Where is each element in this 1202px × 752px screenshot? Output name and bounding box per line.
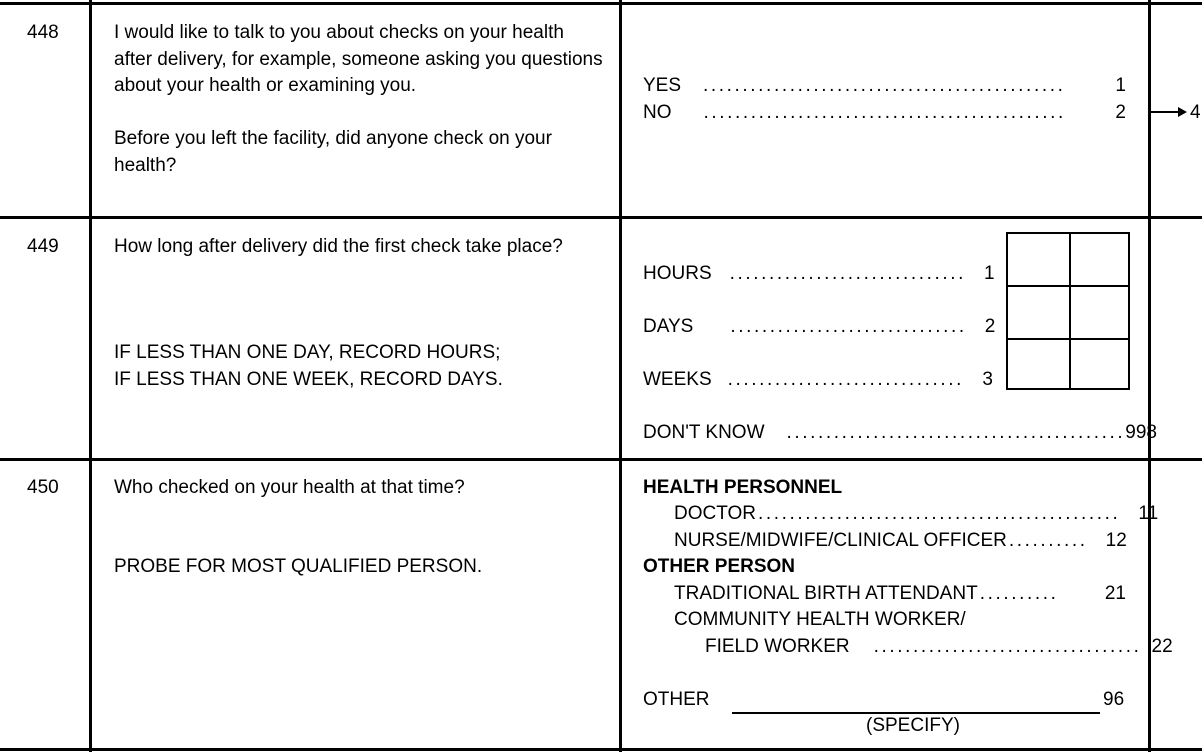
number-column-divider xyxy=(89,0,92,752)
answer-label: TRADITIONAL BIRTH ATTENDANT xyxy=(674,583,978,604)
leader-dots: .......... xyxy=(979,583,1059,604)
leader-dots: ........................................... xyxy=(786,422,1126,443)
question-number-449: 449 xyxy=(27,236,59,257)
answer-code: 998 xyxy=(1125,422,1157,443)
question-number-450: 450 xyxy=(27,477,59,498)
answer-label: NURSE/MIDWIFE/CLINICAL OFFICER xyxy=(674,530,1007,551)
question-number-448: 448 xyxy=(27,22,59,43)
grid-line xyxy=(1069,234,1071,388)
answer-days-row[interactable] xyxy=(643,316,996,338)
answer-other-code: 96 xyxy=(1103,689,1125,710)
answer-label: WEEKS xyxy=(643,369,712,390)
leader-dots: .......... xyxy=(1008,530,1088,551)
answer-doctor-row[interactable] xyxy=(674,503,1159,525)
answer-label: DOCTOR xyxy=(674,503,756,524)
question-449-instruction-1: IF LESS THAN ONE DAY, RECORD HOURS; xyxy=(114,342,501,363)
duration-entry-grid xyxy=(1006,232,1130,390)
table-top-border xyxy=(0,2,1202,5)
answer-label: HOURS xyxy=(643,263,712,284)
answer-label: FIELD WORKER xyxy=(705,636,850,657)
answer-weeks-row[interactable] xyxy=(643,369,993,391)
answer-dont-know-row[interactable] xyxy=(643,422,1157,444)
question-450-text: Who checked on your health at that time? xyxy=(114,477,465,498)
answer-field-worker-row[interactable] xyxy=(705,636,1173,658)
leader-dots: .............................. xyxy=(729,263,966,284)
answer-label: DAYS xyxy=(643,316,694,337)
skip-target: 4 xyxy=(1190,102,1201,123)
answer-code: 2 xyxy=(984,316,996,337)
answer-chw-label: COMMUNITY HEALTH WORKER/ xyxy=(674,609,966,630)
table-bottom-border xyxy=(0,748,1202,751)
answer-code: 22 xyxy=(1151,636,1173,657)
answer-code: 1 xyxy=(984,263,995,284)
answer-code: 21 xyxy=(1104,583,1126,604)
leader-dots: .............................................. xyxy=(703,102,1066,123)
answer-tba-row[interactable] xyxy=(674,583,1126,605)
answer-label: NO xyxy=(643,102,672,123)
grid-line xyxy=(1008,285,1128,287)
leader-dots: .............................................. xyxy=(703,75,1066,96)
leader-dots: .............................................. xyxy=(757,503,1121,524)
question-450-instruction: PROBE FOR MOST QUALIFIED PERSON. xyxy=(114,556,483,577)
leader-dots: .................................. xyxy=(873,636,1142,657)
answer-nurse-row[interactable] xyxy=(674,530,1126,552)
question-449-text: How long after delivery did the first check take place? xyxy=(114,236,563,257)
leader-dots: .............................. xyxy=(727,369,964,390)
specify-input-line[interactable] xyxy=(732,712,1100,714)
question-column-divider xyxy=(619,0,622,752)
skip-arrow-icon xyxy=(1150,100,1190,124)
answer-label: YES xyxy=(643,75,682,96)
answer-yes-row[interactable] xyxy=(643,75,1126,97)
answer-code: 1 xyxy=(1115,75,1126,96)
answer-other-label: OTHER xyxy=(643,689,710,710)
answer-no-row[interactable] xyxy=(643,102,1126,124)
question-448-text: I would like to talk to you about checks on your health after delivery, for example, someone asking you questions about your health or examining you. xyxy=(114,22,603,96)
answer-label: DON'T KNOW xyxy=(643,422,765,443)
question-449-instruction-2: IF LESS THAN ONE WEEK, RECORD DAYS. xyxy=(114,369,503,390)
group-heading-other-person: OTHER PERSON xyxy=(643,556,796,577)
group-heading-health-personnel: HEALTH PERSONNEL xyxy=(643,477,843,498)
question-448-prompt: Before you left the facility, did anyone check on your health? xyxy=(114,128,552,176)
leader-dots: .............................. xyxy=(730,316,967,337)
answer-code: 12 xyxy=(1105,530,1127,551)
specify-caption: (SPECIFY) xyxy=(866,715,960,736)
row-divider-448-449 xyxy=(0,216,1202,219)
answer-code: 11 xyxy=(1138,503,1159,524)
grid-line xyxy=(1008,338,1128,340)
answer-code: 3 xyxy=(982,369,993,390)
answer-code: 2 xyxy=(1115,102,1126,123)
answer-hours-row[interactable] xyxy=(643,263,993,285)
row-divider-449-450 xyxy=(0,458,1202,461)
